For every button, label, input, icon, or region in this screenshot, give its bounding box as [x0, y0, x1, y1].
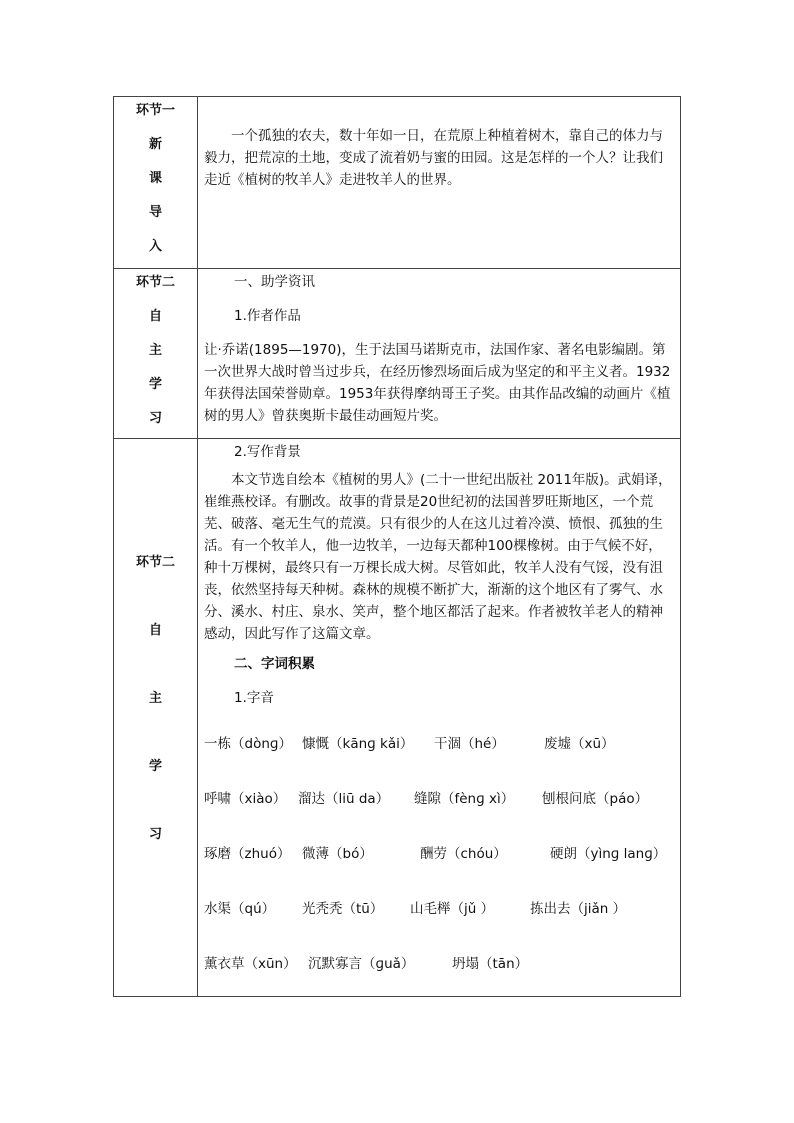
section1-intro-text: 一个孤独的农夫，数十年如一日，在荒原上种植着树木，靠自己的体力与毅力，把荒凉的土地，变成了流着奶与蜜的田园。这是怎样的一个人？让我们走近《植树的牧羊人》走进牧羊人的世界。 [204, 128, 663, 188]
section2-sub-2: 主 [148, 343, 162, 358]
pinyin-word: 慷慨（kānɡ kǎi） [302, 736, 414, 752]
section3-heading-sound: 1.字音 [234, 690, 274, 706]
pinyin-word: 光秃秃（tū） [302, 901, 384, 917]
section2-sub-3: 学 [148, 377, 162, 392]
section2-sub-1: 自 [148, 309, 162, 324]
section1-sub-1: 新 [148, 137, 162, 152]
pinyin-word: 废墟（xū） [544, 736, 615, 752]
section3-label: 环节二 [135, 555, 175, 570]
section2-author-text: 让·乔诺(1895—1970)，生于法国马诺斯克市，法国作家、著名电影编剧。第一次世界大战时曾当过步兵，在经历惨烈场面后成为坚定的和平主义者。1932 年获得法国荣誉勋章。1953年获得摩纳哥王子奖。由其作品改编的动画片《植树的男人》曾获奥斯卡最佳动画短片奖。 [204, 342, 671, 424]
section3-label-cell [113, 438, 198, 997]
pinyin-word: 硬朗（yìnɡ lanɡ） [550, 846, 667, 862]
section2-label-cell [113, 268, 198, 439]
section2-content-cell [197, 268, 681, 439]
pinyin-word: 薰衣草（xūn） [204, 956, 297, 972]
pinyin-word: 沉默寡言（ɡuǎ） [308, 956, 415, 972]
section1-sub-4: 入 [148, 239, 162, 254]
pinyin-word: 琢磨（zhuó） [204, 846, 291, 862]
section1-content-cell [197, 96, 681, 269]
pinyin-word: 水渠（qú） [204, 901, 276, 917]
pinyin-word: 呼啸（xiào） [204, 791, 287, 807]
section2-sub-4: 习 [148, 411, 162, 426]
section3-heading-words: 二、字词积累 [234, 656, 315, 672]
pinyin-word: 微薄（bó） [302, 846, 373, 862]
section3-sub-1: 自 [148, 623, 162, 638]
section3-sub-2: 主 [148, 691, 162, 706]
section3-background-text: 本文节选自绘本《植树的男人》(二十一世纪出版社 2011年版)。武娟译，崔维燕校译。有删改。故事的背景是20世纪初的法国普罗旺斯地区，一个荒芜、破落、毫无生气的荒漠。只有很少的人在这儿过着冷漠、愤恨、孤独的生活。有一个牧羊人，他一边牧羊，一边每天都种100棵橡树。由于气候不好，种十万棵树，最终只有一万棵长成大树。尽管如此，牧羊人没有气馁，没有沮丧，依然坚持每天种树。森林的规模不断扩大，渐渐的这个地区有了雾气、水分、溪水、村庄、泉水、笑声，整个地区都活了起来。作者被牧羊老人的精神感动，因此写作了这篇文章。 [204, 472, 672, 642]
pinyin-word: 刨根问底（páo） [542, 791, 649, 807]
pinyin-word: 拣出去（jiǎn ） [530, 901, 627, 917]
pinyin-word: 干涸（hé） [434, 736, 505, 752]
section1-sub-3: 导 [148, 205, 162, 220]
pinyin-word: 山毛榉（jǔ ） [410, 901, 495, 917]
section3-sub-4: 习 [148, 827, 162, 842]
pinyin-word: 坍塌（tān） [452, 956, 529, 972]
pinyin-word: 一栋（dònɡ） [204, 736, 292, 752]
section2-label: 环节二 [135, 275, 175, 290]
section2-heading-1: 一、助学资讯 [234, 274, 315, 290]
section3-heading-background: 2.写作背景 [234, 444, 301, 460]
pinyin-word: 缝隙（fènɡ xì） [414, 791, 515, 807]
pinyin-word: 溜达（liū da） [298, 791, 390, 807]
section3-sub-3: 学 [148, 759, 162, 774]
section1-label: 环节一 [135, 103, 175, 118]
section2-heading-2: 1.作者作品 [234, 308, 301, 324]
section1-label-cell [113, 96, 198, 269]
pinyin-word: 酬劳（chóu） [420, 846, 507, 862]
section3-content-cell [197, 438, 681, 997]
section1-sub-2: 课 [148, 171, 162, 186]
